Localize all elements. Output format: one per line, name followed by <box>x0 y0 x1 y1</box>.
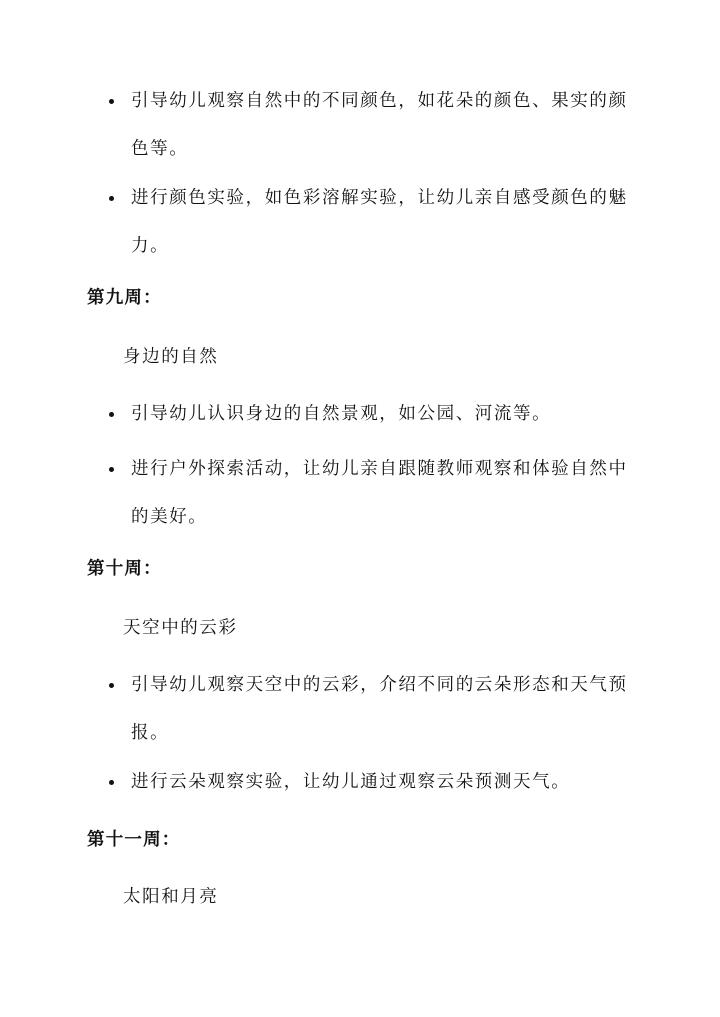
topic-title: 身边的自然 <box>123 347 219 367</box>
week-heading: 第十一周： <box>87 830 181 850</box>
week-heading: 第十周： <box>87 559 162 579</box>
bullet-dot <box>109 467 114 472</box>
bullet-dot <box>109 99 114 104</box>
bullet-text: 进行颜色实验，如色彩溶解实验，让幼儿亲自感受颜色的魅力。 <box>131 188 628 256</box>
bullet-text: 引导幼儿认识身边的自然景观，如公园、河流等。 <box>131 404 552 424</box>
bullet-text: 进行户外探索活动，让幼儿亲自跟随教师观察和体验自然中的美好。 <box>131 459 628 527</box>
week-heading: 第九周： <box>87 288 162 308</box>
topic-title: 太阳和月亮 <box>123 887 219 907</box>
topic-title: 天空中的云彩 <box>123 618 238 638</box>
bullet-dot <box>109 683 114 688</box>
bullet-text: 引导幼儿观察天空中的云彩，介绍不同的云朵形态和天气预报。 <box>131 675 628 743</box>
bullet-dot <box>109 412 114 417</box>
bullet-dot <box>109 196 114 201</box>
bullet-text: 引导幼儿观察自然中的不同颜色，如花朵的颜色、果实的颜色等。 <box>131 91 628 159</box>
bullet-text: 进行云朵观察实验，让幼儿通过观察云朵预测天气。 <box>131 772 571 792</box>
bullet-dot <box>109 780 114 785</box>
